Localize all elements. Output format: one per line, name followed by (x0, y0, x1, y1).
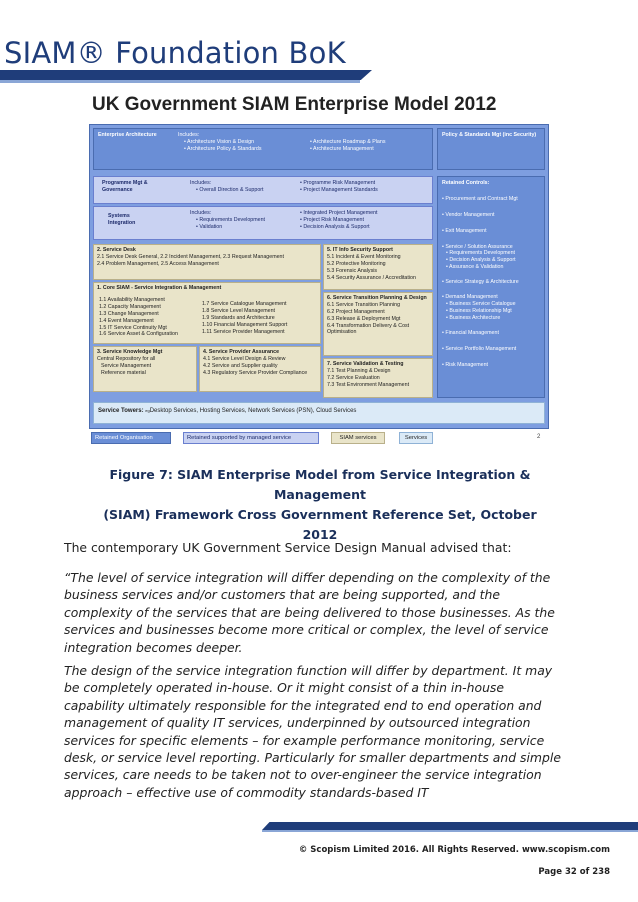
retained-title: Retained Controls: (442, 180, 490, 186)
knowledge-box (93, 346, 197, 392)
core-siam-box (93, 282, 321, 344)
siam-model-figure (89, 124, 549, 440)
programme-includes: Includes: (190, 180, 212, 186)
list-item: 1.1 Availability Management (99, 297, 165, 303)
core-title: 1. Core SIAM - Service Integration & Management (97, 285, 222, 291)
enterprise-label: Enterprise Architecture (98, 132, 157, 138)
retained-sub-item: • Business Architecture (446, 314, 501, 321)
list-item: • Requirements Development (196, 217, 265, 224)
list-item: • Architecture Vision & Design (184, 139, 262, 146)
policy-standards-box: Policy & Standards Mgt (inc Security) (437, 128, 545, 170)
systems-label: Systems Integration (108, 213, 136, 226)
list-item: • Architecture Policy & Standards (184, 146, 262, 153)
list-item: 6.2 Project Management (327, 308, 385, 315)
header-title: SIAM® Foundation BoK (4, 36, 346, 70)
list-item: 1.6 Service Asset & Configuration (99, 331, 178, 338)
towers-eg: eg (145, 408, 150, 413)
list-item: • Programme Risk Management (300, 180, 378, 187)
list-item: 1.11 Service Provider Management (202, 328, 285, 335)
retained-item: • Risk Management (442, 362, 489, 369)
transition-box (323, 292, 433, 356)
list-item: 5.2 Protective Monitoring (327, 260, 386, 267)
list-item: 1.9 Standards and Architecture (202, 314, 275, 321)
list-item: 1.2 Capacity Management (99, 303, 161, 310)
list-item: 1.4 Event Management (99, 317, 154, 324)
list-item: Service Management (101, 362, 152, 369)
list-item: 1.5 IT Service Continuity Mgt (99, 324, 167, 331)
retained-item: • Service / Solution Assurance (442, 243, 513, 250)
list-item: • Decision Analysis & Support (300, 224, 378, 231)
body-quote-2: The design of the service integration function will differ by department. It may be completely operated in-house. Or it might consist of a thin in-house capability ultimately responsible for the integrated end to end operation and management of quality IT services, underpinned by outsourced integration services for specific elements – for example performance monitoring, service desk, or service level reporting. Particularly for smaller departments and simple services, care needs to be taken not to over-engineer the service integration approach – effective use of commodity standards-based IT (64, 663, 561, 800)
retained-controls-box (437, 176, 545, 398)
retained-item: • Demand Management (442, 293, 498, 300)
systems-integration-box (93, 206, 433, 240)
list-item: 1.8 Service Level Management (202, 307, 276, 314)
systems-items-left (190, 217, 265, 231)
list-item: 1.3 Change Management (99, 310, 159, 317)
list-item: • Project Risk Management (300, 217, 378, 224)
legend-services: Services (399, 432, 433, 444)
slide-number: 2 (537, 434, 541, 440)
list-item: • Architecture Roadmap & Plans (310, 139, 385, 146)
knowledge-title: 3. Service Knowledge Mgt (97, 349, 163, 355)
systems-items-right (294, 210, 378, 231)
service-desk-line: 2.4 Problem Management, 2.5 Access Management (97, 260, 219, 267)
core-left-list (99, 297, 178, 338)
footer-bar (262, 822, 638, 830)
list-item: 7.3 Test Environment Management (327, 381, 410, 388)
validation-title: 7. Service Validation & Testing (327, 361, 404, 367)
list-item: • Architecture Management (310, 146, 385, 153)
it-security-box (323, 244, 433, 290)
list-item: 7.1 Test Planning & Design (327, 367, 391, 374)
body-intro: The contemporary UK Government Service Design Manual advised that: (64, 540, 512, 555)
retained-sub-item: • Requirements Development (446, 250, 515, 257)
service-desk-box (93, 244, 321, 280)
legend-retained-org: Retained Organisation (91, 432, 171, 444)
legend-siam-services: SIAM services (331, 432, 385, 444)
retained-sub-item: • Assurance & Validation (446, 264, 504, 271)
retained-sub-item: • Business Service Catalogue (446, 300, 516, 307)
header-bar (0, 70, 372, 80)
header-bar-accent (0, 80, 360, 83)
systems-includes: Includes: (190, 210, 212, 216)
list-item: 1.7 Service Catalogue Management (202, 301, 287, 307)
list-item: 7.2 Service Evaluation (327, 374, 380, 381)
towers-label: Service Towers: (98, 408, 144, 414)
provider-title: 4. Service Provider Assurance (203, 349, 280, 355)
list-item: 5.1 Incident & Event Monitoring (327, 253, 401, 260)
retained-item: • Procurement and Contract Mgt (442, 195, 518, 202)
provider-assurance-box (199, 346, 321, 392)
list-item: • Validation (196, 224, 265, 231)
copyright: © Scopism Limited 2016. All Rights Reserved. www.scopism.com (298, 845, 610, 855)
retained-sub-item: • Decision Analysis & Support (446, 257, 516, 264)
service-desk-line: 2.1 Service Desk General, 2.2 Incident Management, 2.3 Request Management (97, 253, 284, 260)
list-item: 4.1 Service Level Design & Review (203, 355, 286, 362)
service-desk-title: 2. Service Desk (97, 247, 136, 253)
it-security-title: 5. IT Info Security Support (327, 247, 393, 253)
programme-items-right (294, 180, 378, 194)
footer-line (262, 830, 638, 832)
core-right-list (202, 301, 287, 335)
enterprise-items-right (304, 139, 385, 153)
page-number: Page 32 of 238 (538, 867, 610, 877)
list-item: 1.10 Financial Management Support (202, 321, 288, 328)
list-item: 6.3 Release & Deployment Mgt (327, 315, 401, 322)
list-item: 4.2 Service and Supplier quality (203, 362, 278, 369)
list-item: Reference material (101, 369, 146, 376)
list-item: 6.1 Service Transition Planning (327, 301, 401, 308)
retained-item: • Service Portfolio Management (442, 346, 517, 353)
transition-title: 6. Service Transition Planning & Design (327, 295, 427, 301)
programme-label: Programme Mgt & Governance (102, 180, 148, 193)
retained-item: • Financial Management (442, 330, 499, 337)
retained-item: • Exit Management (442, 227, 487, 234)
list-item: Central Repository for all (97, 355, 156, 362)
towers-text: Desktop Services, Hosting Services, Network Services (PSN), Cloud Services (149, 408, 357, 414)
list-item: • Integrated Project Management (300, 210, 378, 217)
figure-caption (90, 465, 550, 545)
retained-item: • Vendor Management (442, 211, 495, 218)
service-towers-box (93, 402, 545, 424)
list-item: 6.4 Transformation Delivery & Cost Optimisation (327, 322, 410, 336)
list-item: • Overall Direction & Support (196, 187, 264, 194)
caption-line: Figure 7: SIAM Enterprise Model from Service Integration & Management (109, 467, 531, 502)
legend-retained-supported: Retained supported by managed service (183, 432, 319, 444)
enterprise-items-left (178, 139, 262, 153)
enterprise-architecture-box (93, 128, 433, 170)
caption-line: (SIAM) Framework Cross Government Reference Set, October 2012 (103, 507, 537, 542)
list-item: 5.3 Forensic Analysis (327, 267, 378, 274)
body-quote-1: “The level of service integration will differ depending on the complexity of the business services and/or customers that are being supported, and the complexity of the services that are being delivered to those businesses. As the services and businesses become more critical or complex, the level of service integration becomes deeper. (64, 570, 555, 655)
programme-governance-box (93, 176, 433, 204)
list-item: 5.4 Security Assurance / Accreditation (327, 274, 416, 281)
validation-box (323, 358, 433, 398)
list-item: 4.3 Regulatory Service Provider Compliance (203, 369, 308, 376)
enterprise-includes: Includes: (178, 132, 200, 138)
list-item: • Project Management Standards (300, 187, 378, 194)
retained-item: • Service Strategy & Architecture (442, 279, 519, 285)
model-title: UK Government SIAM Enterprise Model 2012 (92, 94, 497, 115)
programme-items-left (190, 187, 264, 194)
retained-sub-item: • Business Relationship Mgt (446, 307, 512, 314)
